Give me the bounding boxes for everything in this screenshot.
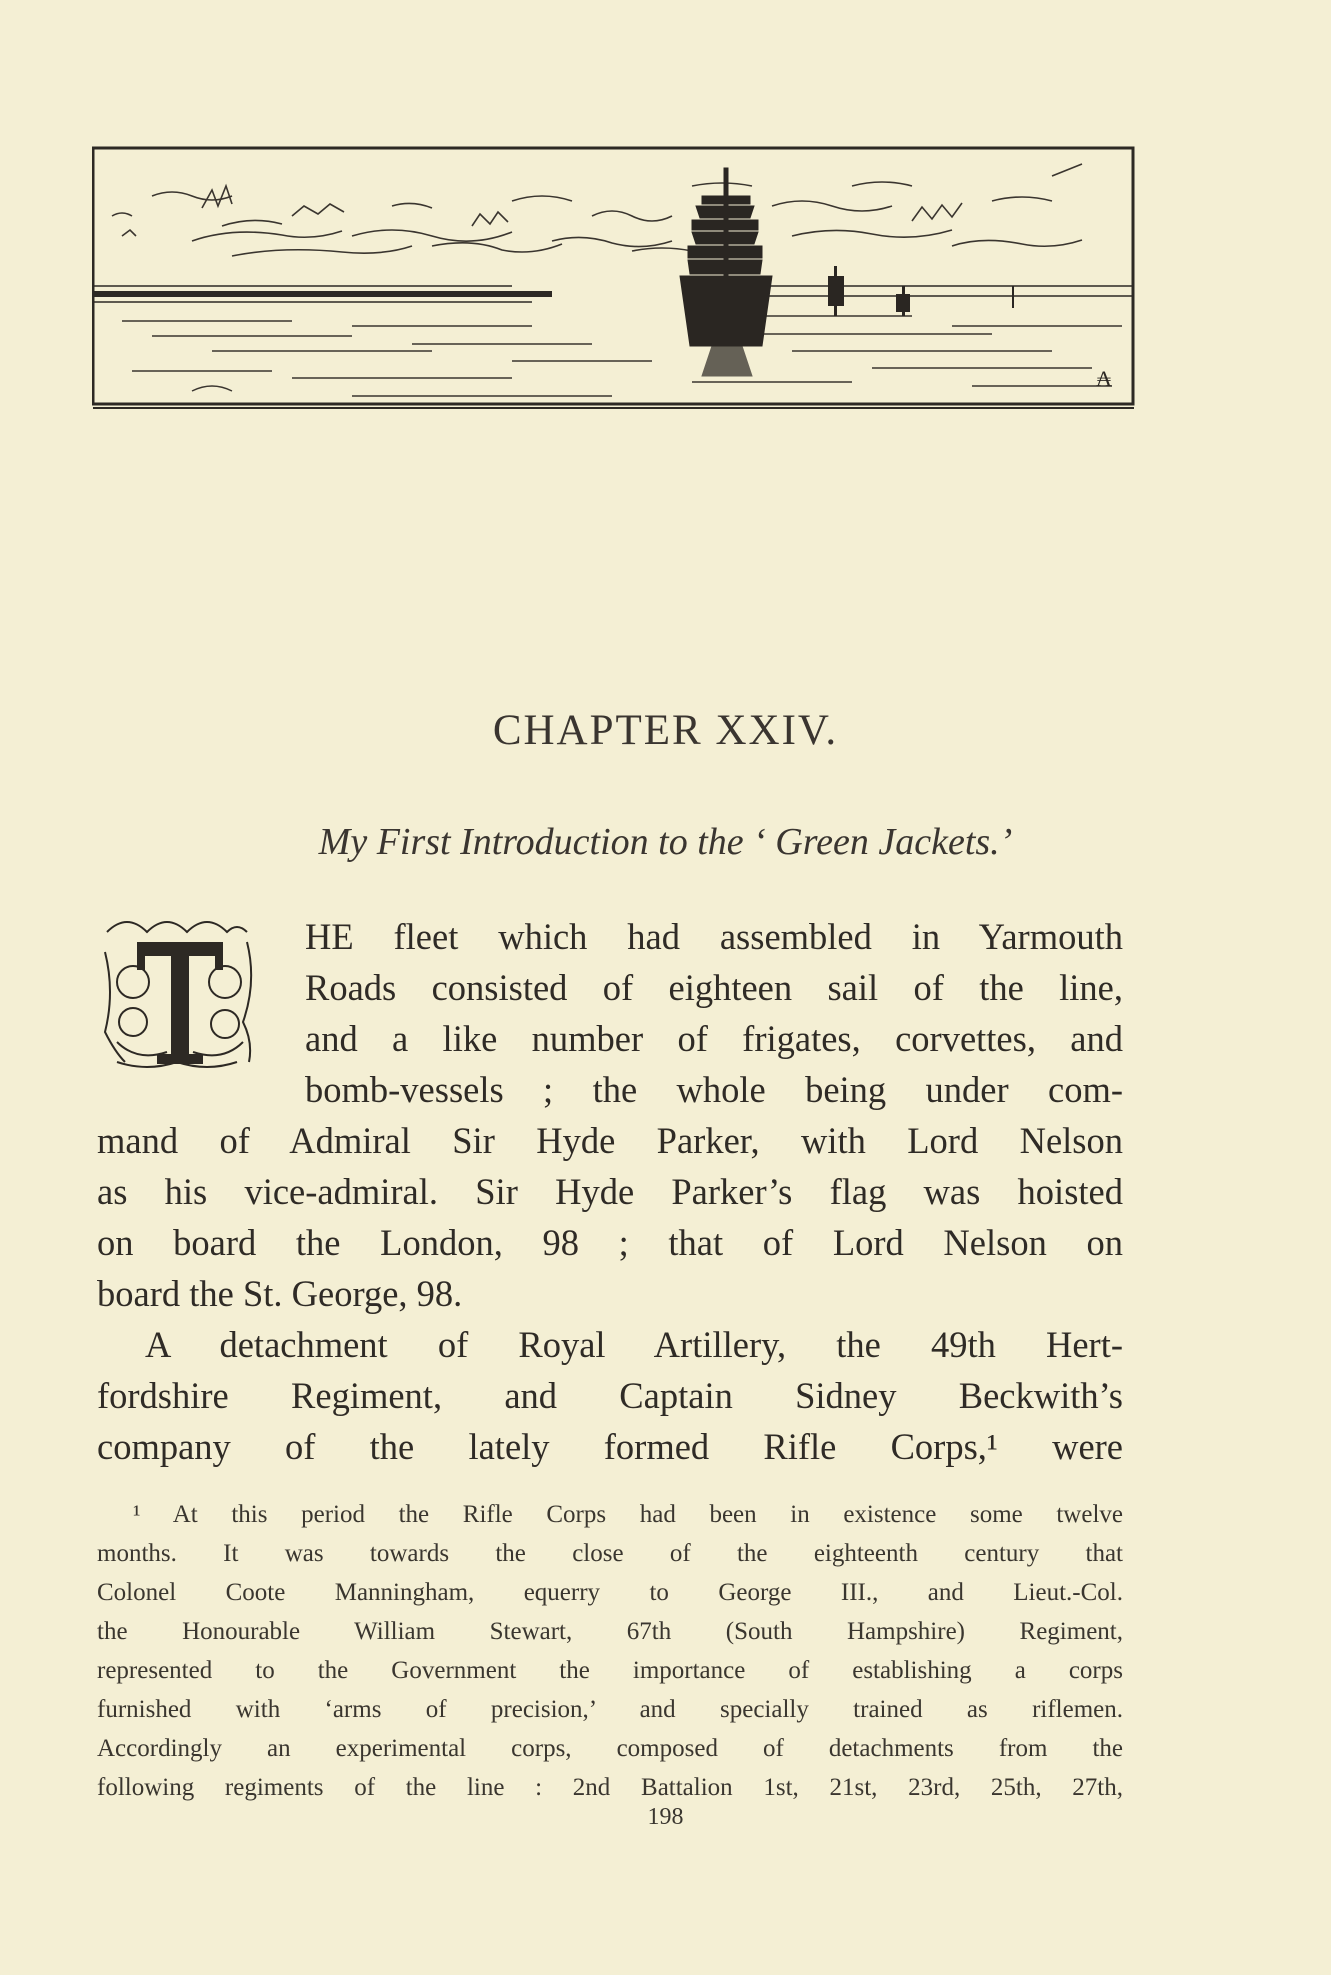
- footnote-line: Accordingly an experimental corps, composed of detachments from the: [97, 1735, 1123, 1762]
- text-line: fordshire Regiment, and Captain Sidney Beckwith’s: [97, 1375, 1123, 1416]
- body-text: [97, 911, 1123, 1472]
- footnote-line: following regiments of the line : 2nd Battalion 1st, 21st, 23rd, 25th, 27th,: [97, 1774, 1123, 1801]
- text-line: A detachment of Royal Artillery, the 49th Hert-: [145, 1324, 1123, 1365]
- text-line: Roads consisted of eighteen sail of the line,: [305, 967, 1123, 1008]
- text-line: board the St. George, 98.: [97, 1273, 463, 1314]
- page-number: 198: [647, 1804, 684, 1830]
- text-line: mand of Admiral Sir Hyde Parker, with Lord Nelson: [97, 1120, 1123, 1161]
- text-line: as his vice-admiral. Sir Hyde Parker’s flag was hoisted: [97, 1171, 1123, 1212]
- text-line: company of the lately formed Rifle Corps,¹ were: [97, 1426, 1123, 1467]
- svg-text:₳: ₳: [1096, 367, 1112, 392]
- footnote-line: months. It was towards the close of the eighteenth century that: [97, 1540, 1123, 1567]
- headpiece-illustration: [92, 146, 1136, 410]
- text-line: bomb-vessels ; the whole being under com-: [305, 1069, 1123, 1110]
- footnote-line: represented to the Government the importance of establishing a corps: [97, 1657, 1123, 1684]
- footnote-line: the Honourable William Stewart, 67th (South Hampshire) Regiment,: [97, 1618, 1123, 1645]
- text-line: and a like number of frigates, corvettes, and: [305, 1018, 1123, 1059]
- footnote-line: ¹ At this period the Rifle Corps had been in existence some twelve: [133, 1501, 1123, 1528]
- text-line: HE fleet which had assembled in Yarmouth: [305, 916, 1123, 957]
- footnote-line: Colonel Coote Manningham, equerry to George III., and Lieut.-Col.: [97, 1579, 1123, 1606]
- chapter-title: CHAPTER XXIV.: [492, 707, 839, 754]
- footnote-line: furnished with ‘arms of precision,’ and specially trained as riflemen.: [97, 1696, 1123, 1723]
- footnote: [97, 1495, 1123, 1807]
- text-line: on board the London, 98 ; that of Lord Nelson on: [97, 1222, 1123, 1263]
- chapter-subtitle: My First Introduction to the ‘ Green Jackets.’: [318, 821, 1013, 863]
